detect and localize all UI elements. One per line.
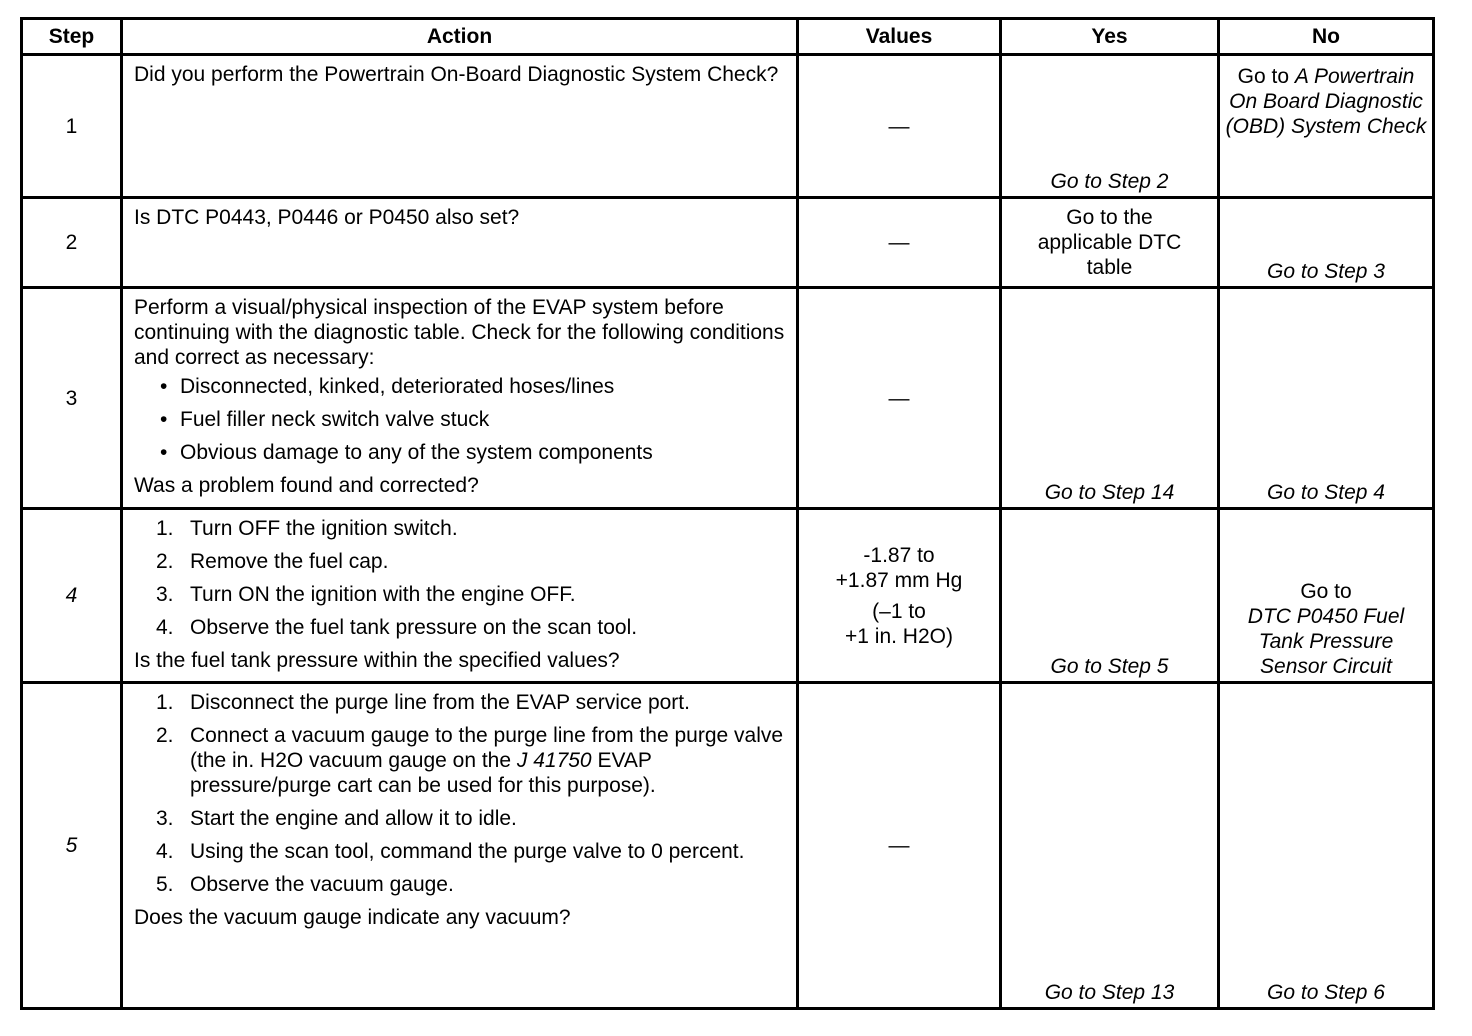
header-action: Action (122, 19, 798, 55)
yes-text: Go to the applicable DTC table (1037, 206, 1182, 279)
header-step: Step (22, 19, 122, 55)
list-text: Disconnect the purge line from the EVAP service port. (190, 691, 690, 714)
list-text: Turn ON the ignition with the engine OFF. (190, 583, 576, 606)
list-number: 4. (156, 616, 174, 639)
no-cell: Go to Step 3 (1219, 198, 1434, 288)
yes-cell: Go to Step 13 (1001, 683, 1219, 1009)
step-number: 2 (22, 198, 122, 288)
table-row (22, 288, 1434, 509)
list-item: • Obvious damage to any of the system components (158, 440, 786, 465)
diagnostic-table (20, 17, 1435, 1010)
list-item: • Disconnected, kinked, deteriorated hoses/lines (158, 374, 786, 399)
condition-list (134, 374, 786, 465)
tool-reference: J 41750 (516, 749, 592, 772)
list-item (156, 615, 786, 640)
step-number: 3 (22, 288, 122, 509)
values-cell: — (798, 288, 1001, 509)
list-number: 1. (156, 691, 174, 714)
values-cell: — (798, 55, 1001, 198)
action-cell (122, 198, 798, 288)
action-cell (122, 683, 798, 1009)
list-number: 4. (156, 840, 174, 863)
values-line: +1 in. H2O) (845, 624, 953, 648)
list-item (156, 549, 786, 574)
list-text: Observe the fuel tank pressure on the scan tool. (190, 616, 638, 639)
list-number: 5. (156, 873, 174, 896)
list-text: Using the scan tool, command the purge valve to 0 percent. (190, 840, 745, 863)
values-line: (–1 to (872, 599, 926, 623)
list-number: 2. (156, 550, 174, 573)
yes-cell: Go to Step 5 (1001, 509, 1219, 683)
values-cell: — (798, 683, 1001, 1009)
action-text: Did you perform the Powertrain On-Board Diagnostic System Check? (134, 63, 779, 86)
no-prefix: Go to (1237, 65, 1290, 88)
table-row (22, 198, 1434, 288)
list-item: • Fuel filler neck switch valve stuck (158, 407, 786, 432)
list-number: 3. (156, 807, 174, 830)
list-item (156, 582, 786, 607)
table-row (22, 55, 1434, 198)
header-no: No (1219, 19, 1434, 55)
action-intro: Perform a visual/physical inspection of the EVAP system before continuing with the diagnostic table. Check for the following conditions and correct as necessary: (134, 296, 785, 369)
list-item (156, 872, 786, 897)
yes-cell (1001, 198, 1219, 288)
no-reference: DTC P0450 Fuel Tank Pressure Sensor Circuit (1247, 605, 1405, 678)
action-question: Is the fuel tank pressure within the specified values? (134, 649, 620, 672)
list-number: 2. (156, 724, 174, 747)
action-question: Does the vacuum gauge indicate any vacuum? (134, 906, 571, 929)
table-row (22, 683, 1434, 1009)
step-number: 5 (22, 683, 122, 1009)
yes-cell: Go to Step 2 (1001, 55, 1219, 198)
list-text: Observe the vacuum gauge. (190, 873, 454, 896)
action-cell (122, 288, 798, 509)
list-text: Start the engine and allow it to idle. (190, 807, 517, 830)
list-item (156, 516, 786, 541)
procedure-list (134, 690, 786, 897)
procedure-list (134, 516, 786, 640)
list-number: 3. (156, 583, 174, 606)
step-number: 1 (22, 55, 122, 198)
list-text: Remove the fuel cap. (190, 550, 389, 573)
header-values: Values (798, 19, 1001, 55)
no-cell: Go to Step 6 (1219, 683, 1434, 1009)
list-text: EVAP pressure/purge cart can be used for this purpose). (190, 749, 656, 797)
no-cell (1219, 55, 1434, 198)
table-row (22, 509, 1434, 683)
list-item (156, 723, 786, 798)
header-yes: Yes (1001, 19, 1219, 55)
no-prefix: Go to (1300, 580, 1352, 603)
header-row (22, 19, 1434, 55)
list-number: 1. (156, 517, 174, 540)
list-item (156, 839, 786, 864)
action-cell (122, 509, 798, 683)
action-text: Is DTC P0443, P0446 or P0450 also set? (134, 206, 520, 229)
list-item (156, 690, 786, 715)
values-cell (798, 509, 1001, 683)
list-item (156, 806, 786, 831)
values-cell: — (798, 198, 1001, 288)
values-line: -1.87 to (863, 543, 935, 567)
yes-cell: Go to Step 14 (1001, 288, 1219, 509)
action-question: Was a problem found and corrected? (134, 474, 479, 497)
step-number: 4 (22, 509, 122, 683)
list-text: Connect a vacuum gauge to the purge line from the purge valve (the in. H2O vacuum gauge on the (190, 724, 784, 772)
values-line: +1.87 mm Hg (835, 568, 963, 592)
no-cell: Go to Step 4 (1219, 288, 1434, 509)
no-cell (1219, 509, 1434, 683)
list-text: Turn OFF the ignition switch. (190, 517, 458, 540)
no-reference: A Powertrain On Board Diagnostic (OBD) System Check (1225, 65, 1427, 138)
action-cell (122, 55, 798, 198)
